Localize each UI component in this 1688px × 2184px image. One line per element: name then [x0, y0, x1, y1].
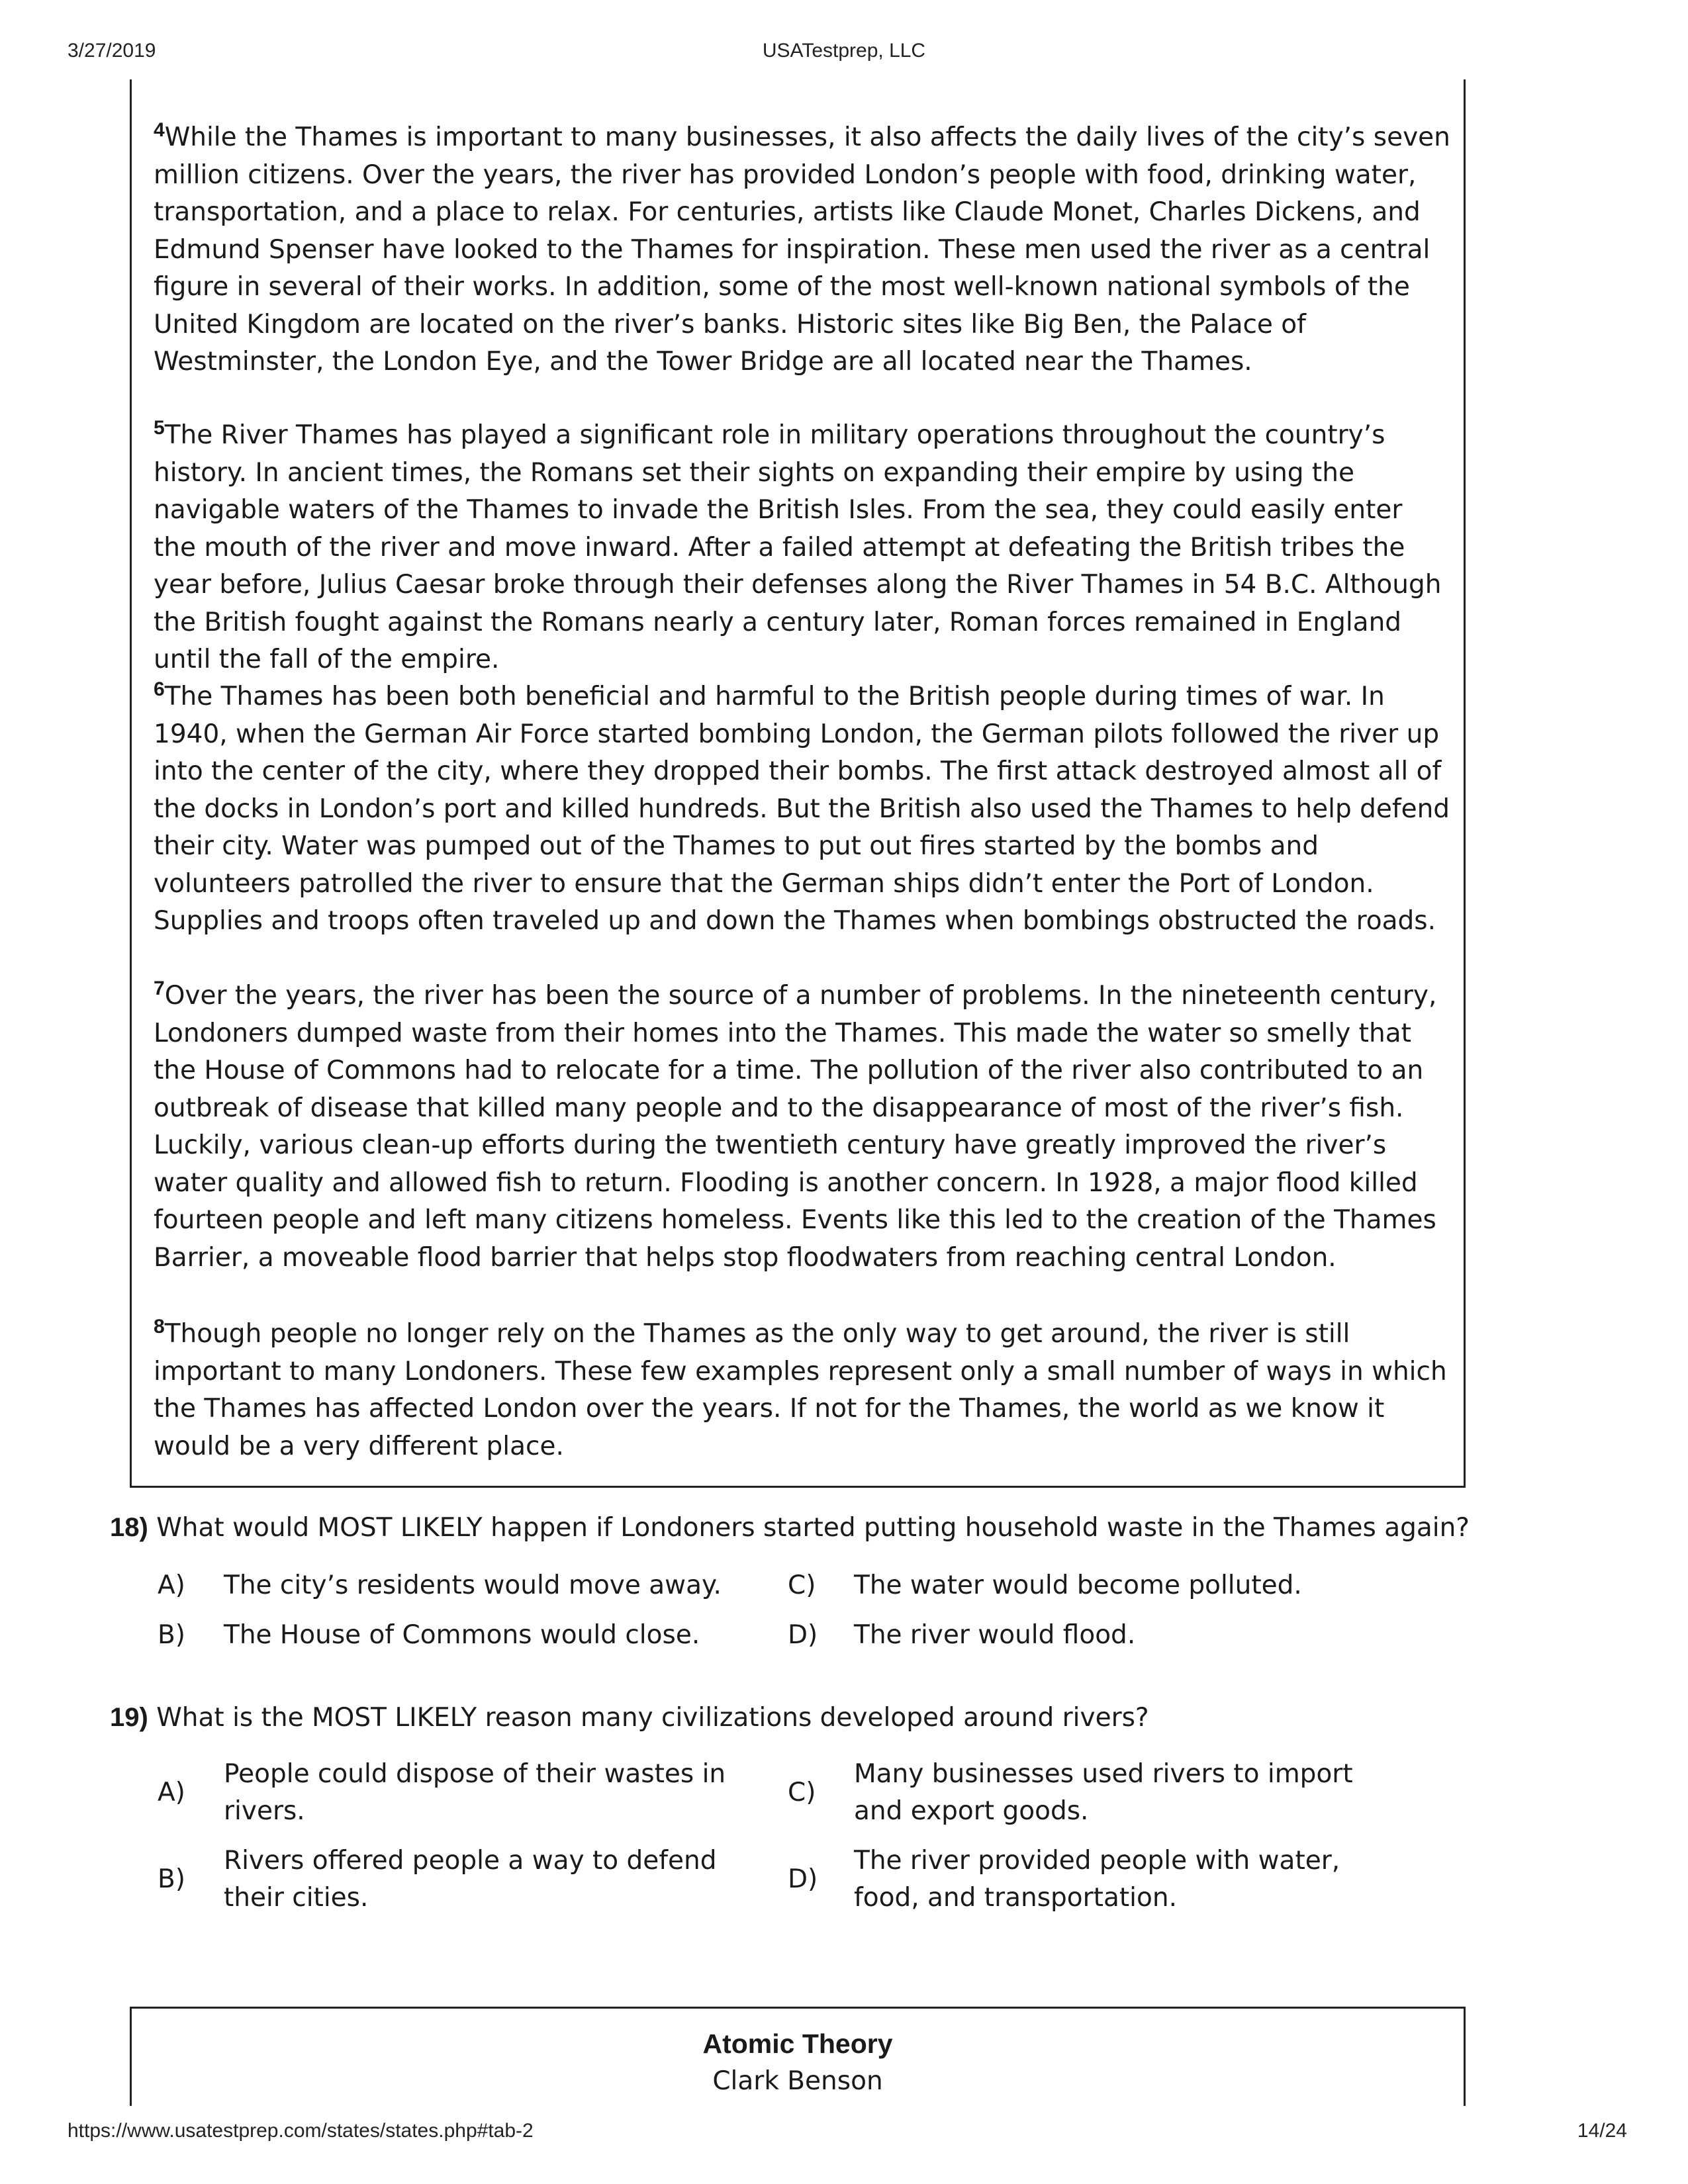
- question-number: 18): [110, 1513, 148, 1542]
- question-18-stem: [110, 1509, 1470, 1547]
- question-19-stem: [110, 1699, 1149, 1737]
- next-passage-author: Clark Benson: [712, 2066, 883, 2096]
- paragraph-number: 4: [154, 119, 165, 141]
- option-text: The river would flood.: [854, 1620, 1136, 1650]
- paragraph-number: 7: [154, 978, 165, 999]
- paragraph-text: The River Thames has played a significant role in military operations throughout the country’s history. In ancient times, the Romans set their sights on expanding their empire by using the navigable waters of the Thames to invade the British Isles. From the sea, they could easily enter the mouth of the river and move inward. After a failed attempt at defeating the British tribes the year before, Julius Caesar broke through their defenses along the River Thames in 54 B.C. Although the British fought against the Romans nearly a century later, Roman forces remained in England until the fall of the empire.: [154, 420, 1442, 674]
- option-text: The water would become polluted.: [854, 1570, 1302, 1600]
- passage-paragraph-5: [154, 417, 1451, 679]
- option-text: The city’s residents would move away.: [224, 1570, 722, 1600]
- option-letter: D): [788, 1620, 818, 1650]
- print-page-number: 14/24: [1577, 2120, 1627, 2142]
- paragraph-text: Over the years, the river has been the source of a number of problems. In the nineteenth century, Londoners dumped waste from their homes into the Thames. This made the water so smelly that the House of Commons had to relocate for a time. The pollution of the river also contributed to an outbreak of disease that killed many people and to the disappearance of most of the river’s fish. Luckily, various clean-up efforts during the twentieth century have greatly improved the river’s water quality and allowed fish to return. Flooding is another concern. In 1928, a major flood killed fourteen people and left many citizens homeless. Events like this led to the creation of the Thames Barrier, a moveable flood barrier that helps stop floodwaters from reaching central London.: [154, 981, 1437, 1273]
- paragraph-number: 8: [154, 1316, 165, 1338]
- option-letter: C): [788, 1570, 816, 1600]
- option-letter: B): [158, 1620, 185, 1650]
- option-letter: D): [788, 1864, 818, 1894]
- passage-paragraph-6: [154, 678, 1451, 940]
- paragraph-text: Though people no longer rely on the Thames as the only way to get around, the river is still important to many Londoners. These few examples represent only a small number of ways in which the Thames has affected London over the years. If not for the Thames, the world as we know it would be a very different place.: [154, 1319, 1447, 1461]
- option-letter: A): [158, 1778, 185, 1807]
- paragraph-number: 6: [154, 678, 165, 700]
- question-text: What would MOST LIKELY happen if Londoners started putting household waste in the Thames again?: [156, 1513, 1470, 1543]
- paragraph-text: While the Thames is important to many businesses, it also affects the daily lives of the city’s seven million citizens. Over the years, the river has provided London’s people with food, drinking water, transportation, and a place to relax. For centuries, artists like Claude Monet, Charles Dickens, and Edmund Spenser have looked to the Thames for inspiration. These men used the river as a central figure in several of their works. In addition, some of the most well-known national symbols of the United Kingdom are located on the river’s banks. Historic sites like Big Ben, the Palace of Westminster, the London Eye, and the Tower Bridge are all located near the Thames.: [154, 122, 1450, 377]
- paragraph-text: The Thames has been both beneficial and harmful to the British people during times of war. In 1940, when the German Air Force started bombing London, the German pilots followed the river up into the center of the city, where they dropped their bombs. The first attack destroyed almost all of the docks in London’s port and killed hundreds. But the British also used the Thames to help defend their city. Water was pumped out of the Thames to put out fires started by the bombs and volunteers patrolled the river to ensure that the German ships didn’t enter the Port of London. Supplies and troops often traveled up and down the Thames when bombings obstructed the roads.: [154, 682, 1450, 936]
- option-text: Rivers offered people a way to defend their cities.: [224, 1846, 717, 1913]
- option-letter: C): [788, 1778, 816, 1807]
- next-passage-title: Atomic Theory: [702, 2028, 893, 2059]
- option-text: The House of Commons would close.: [224, 1620, 700, 1650]
- paragraph-number: 5: [154, 417, 165, 439]
- passage-paragraph-7: [154, 978, 1451, 1277]
- question-number: 19): [110, 1703, 148, 1732]
- passage-paragraph-4: [154, 119, 1451, 381]
- option-text: People could dispose of their wastes in rivers.: [224, 1759, 726, 1826]
- print-date: 3/27/2019: [68, 40, 156, 62]
- option-letter: A): [158, 1570, 185, 1600]
- question-text: What is the MOST LIKELY reason many civilizations developed around rivers?: [156, 1703, 1149, 1733]
- print-site-title: USATestprep, LLC: [762, 40, 926, 62]
- option-text: The river provided people with water, food, and transportation.: [854, 1846, 1340, 1913]
- option-text: Many businesses used rivers to import and export goods.: [854, 1759, 1353, 1826]
- print-url: https://www.usatestprep.com/states/states.php#tab-2: [68, 2120, 534, 2142]
- passage-paragraph-8: [154, 1316, 1451, 1465]
- option-letter: B): [158, 1864, 185, 1894]
